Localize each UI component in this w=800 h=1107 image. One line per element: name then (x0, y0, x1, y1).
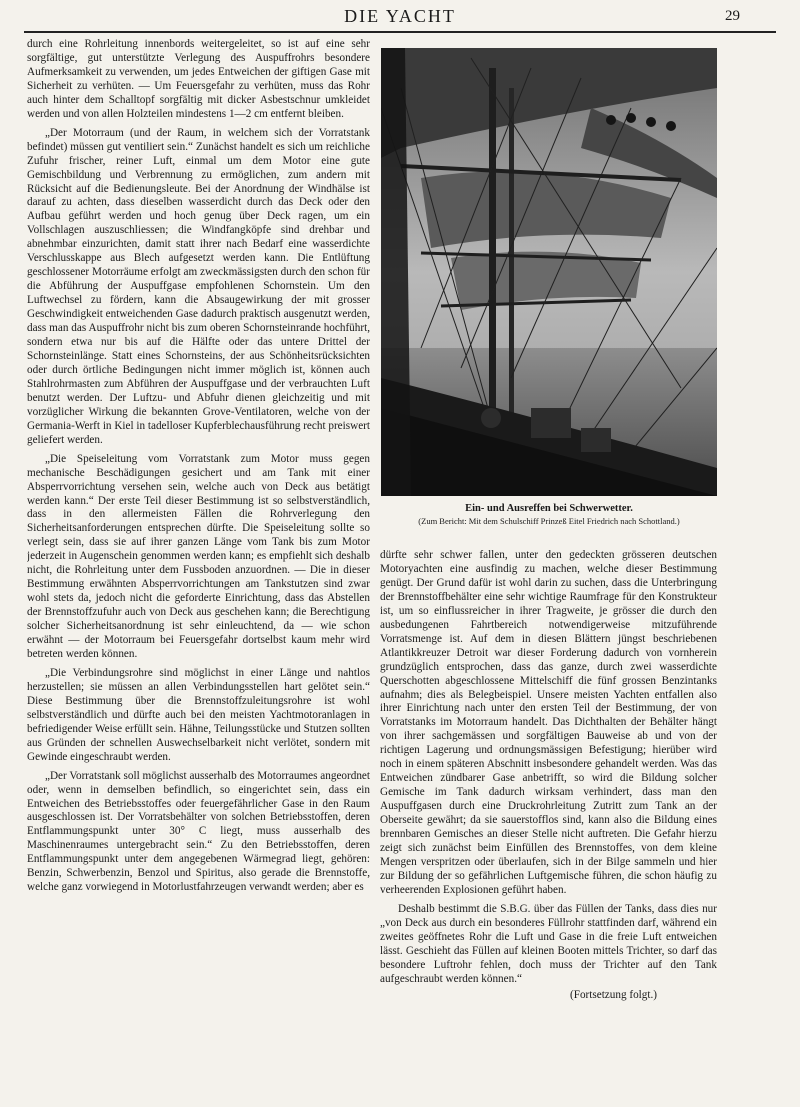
figure-caption (381, 502, 717, 527)
paragraph: „Die Speiseleitung vom Vorratstank zum Motor muss gegen mechanische Beschädigungen gesichert und am Tank mit einer Absperrvorrichtung versehen sein, welche auch von Deck aus betätigt werden kann.“ Der erste Teil dieser Bestimmung ist so selbstverständlich, dass in den allermeisten Fällen die Rohrverlegung den Sicherheitsanforderungen entsprechen dürfte. Die Speiseleitung sollte so verlegt sein, dass sie auf ihrer ganzen Länge vom Tank bis zum Motor jederzeit in Augenschein genommen werden kann; es empfiehlt sich deshalb nicht, die Rohrleitung unter dem Fussboden anzuordnen. — Die in dieser Bestimmung erwähnten Absperrvorrichtungen am Tankstutzen sind zwar wohl stets da, jedoch nicht die geforderte Einrichtung, dass das Abstellen der Brennstoffzufuhr auch von Deck aus geschehen kann; die Berechtigung solcher Sicherheitsanordnung ist sehr einleuchtend, da — wie schon erwähnt — der Motorraum bei Feuersgefahr dortselbst kaum mehr wird betreten werden können. (27, 452, 370, 660)
continuation-note: (Fortsetzung folgt.) (570, 988, 657, 1001)
page-header (0, 4, 800, 30)
paragraph: „Der Motorraum (und der Raum, in welchem sich der Vorratstank befindet) müssen gut ventiliert sein.“ Zunächst handelt es sich um reichliche Zufuhr frischer, reiner Luft, einmal um dem Motor eine gute Gemischbildung und Verbrennung zu ermöglichen, zum andern mit Rücksicht auf die Bedienungsleute. Bei der Anordnung der Windhälse ist darauf zu achten, dass dieselben wasserdicht durch das Deck oder den Aufbau geführt werden und hoch genug über Deck ragen, um ein Vollschlagen auszuschliessen; die Windfangköpfe sind drehbar und abnehmbar einzurichten, damit statt ihrer nach Bedarf eine wasserdichte Verschlusskappe aus Blech aufgesetzt werden kann. Die Entlüftung geschlossener Motorräume erfolgt am zweckmässigsten durch den schon für die Abführung der Auspuffgase empfohlenen Schornstein. Um den Luftwechsel zu fördern, kann die Absaugewirkung der mit grosser Geschwindigkeit entweichenden Gase dadurch praktisch ausgenutzt werden, dass man das Auspuffrohr nicht bis zum oberen Schornsteinrande hochführt, sondern etwa nur bis auf die Hälfte oder das untere Drittel der Schornsteinlänge. Statt eines Schornsteins, der aus Schönheitsrücksichten oder durch örtliche Bedingungen nicht immer möglich ist, können auch Stahlrohrmasten zum Abführen der Auspuffgase und der verbrauchten Luft benutzt werden. Der Luftzu- und Abfuhr dienen gleichzeitig und mit vorzüglicher Wirkung die bekannten Grove-Ventilatoren, welche von der Germania-Werft in Kiel in tadelloser Kupferblechausführung recht preiswert geliefert werden. (27, 126, 370, 446)
paragraph: „Die Verbindungsrohre sind möglichst in einer Länge und nahtlos herzustellen; sie müssen an allen Verbindungsstellen hart gelötet sein.“ Diese Bestimmung über die Brennstoffzuleitungsrohre ist wohl selbstverständlich und dürfte auch bei den meisten Yachtmotoranlagen in befriedigender Weise erfüllt sein. Hähne, Teilungsstücke und Stutzen sollten aus Gründen der schnellen Auswechselbarkeit nicht verlötet, sondern mit Gewinde eingeschraubt werden. (27, 666, 370, 763)
ship-rigging-photo (381, 48, 717, 496)
header-rule (24, 31, 776, 33)
caption-subtitle: (Zum Bericht: Mit dem Schulschiff Prinzeß Eitel Friedrich nach Schottland.) (418, 516, 680, 526)
page-number: 29 (725, 8, 740, 24)
paragraph: „Der Vorratstank soll möglichst ausserhalb des Motorraumes angeordnet oder, wenn in demselben befindlich, so eingerichtet sein, dass ein Entweichen des Betriebsstoffes oder feuergefährlicher Gase in den Raum ausgeschlossen ist. Der Vorratsbehälter von solchen Betriebsstoffen, deren Entflammungspunkt unter 30° C liegt, muss ausserhalb des Maschinenraumes untergebracht sein.“ Zu den Betriebsstoffen, deren Entflammungspunkt unter dem angegebenen Wärmegrad liegt, gehören: Benzin, Schwerbenzin, Benzol und Spiritus, also gerade die Brennstoffe, welche ganz vorwiegend in Motorlustfahrzeugen verwandt werden; aber es (27, 769, 370, 894)
paragraph: durch eine Rohrleitung innenbords weitergeleitet, so ist auf eine sehr sorgfältige, gut unterstützte Verlegung des Auspuffrohrs besondere Aufmerksamkeit zu verwenden, um jedes Entweichen der giftigen Gase mit Sicherheit zu verhüten. — Um Feuersgefahr zu verhüten, muss das Rohr auch hinter dem Schalltopf sorgfältig mit dicker Asbestschnur umkleidet werden und von allen Holzteilen mindestens 1—2 cm entfernt bleiben. (27, 38, 370, 120)
left-column (27, 38, 370, 1098)
paragraph: Deshalb bestimmt die S.B.G. über das Füllen der Tanks, dass dies nur „von Deck aus durch ein besonderes Füllrohr stattfinden darf, während ein zweites geöffnetes Rohr die Luft und Gase in die freie Luft entweichen lässt. Geschieht das Füllen auf kleinen Booten mittels Trichter, so darf das besondere Luftrohr fehlen, doch muss der Trichter auf den Tank aufgeschraubt werden können.“ (380, 902, 717, 985)
running-title: DIE YACHT (344, 6, 456, 26)
caption-title: Ein- und Ausreffen bei Schwerwetter. (465, 503, 633, 514)
right-column (380, 549, 717, 1089)
paragraph: dürfte sehr schwer fallen, unter den gedeckten grösseren deutschen Motoryachten eine ausfindig zu machen, welche dieser Bestimmung genügt. Der Grund dafür ist wohl darin zu suchen, dass die Unterbringung der Brennstoffbehälter eine sehr wichtige Raumfrage für den Konstrukteur ist, um so einflussreicher in ihrer Tragweite, je grösser die durch den ausbedungenen Fahrtbereich notwendigerweise mitzuführende Vorratsmenge ist. Auf dem in diesen Blättern jüngst beschriebenen Atlantikkreuzer Detroit war dieser Forderung dadurch von vornherein grundzüglich entsprochen, dass das ganze, durch zwei wasserdichte Querschotten abgeschlossene Mittelschiff die fünf grossen Benzintanks aufnahm; dies als Belegbeispiel. Unsere meisten Yachten entfallen also ihrer Einrichtung nach unter den ersten Teil der Bestimmung, der von Vorratstanks im Motorraum handelt. Das Dichthalten der Behälter hängt von ihrer sachgemässen und sorgfältigen Bauweise ab und von der richtigen Lagerung und ordnungsmässigen Befestigung; hierüber wird noch in einem späteren Abschnitt insbesondere gehandelt werden. Was das Entweichen zündbarer Gase anbetrifft, so wird die Bildung solcher Gemische im Tank dadurch wirksam verhindert, dass man den Auspuffgasen durch eine Druckrohrleitung Zutritt zum Tank an der Oberseite gewährt; da sie sauerstofflos sind, kann also die Bildung eines brennbaren Gemisches an dieser Stelle nicht auftreten. Die Gefahr hierzu zeigt sich zunächst beim Einfüllen des Brennstoffes, von dem kleine Mengen verspritzen oder überlaufen, sich in der Bilge sammeln und hier zur Bildung der so gefährlichen Luftgemische führen, die schon häufig zu verheerenden Explosionen geführt haben. (380, 549, 717, 896)
